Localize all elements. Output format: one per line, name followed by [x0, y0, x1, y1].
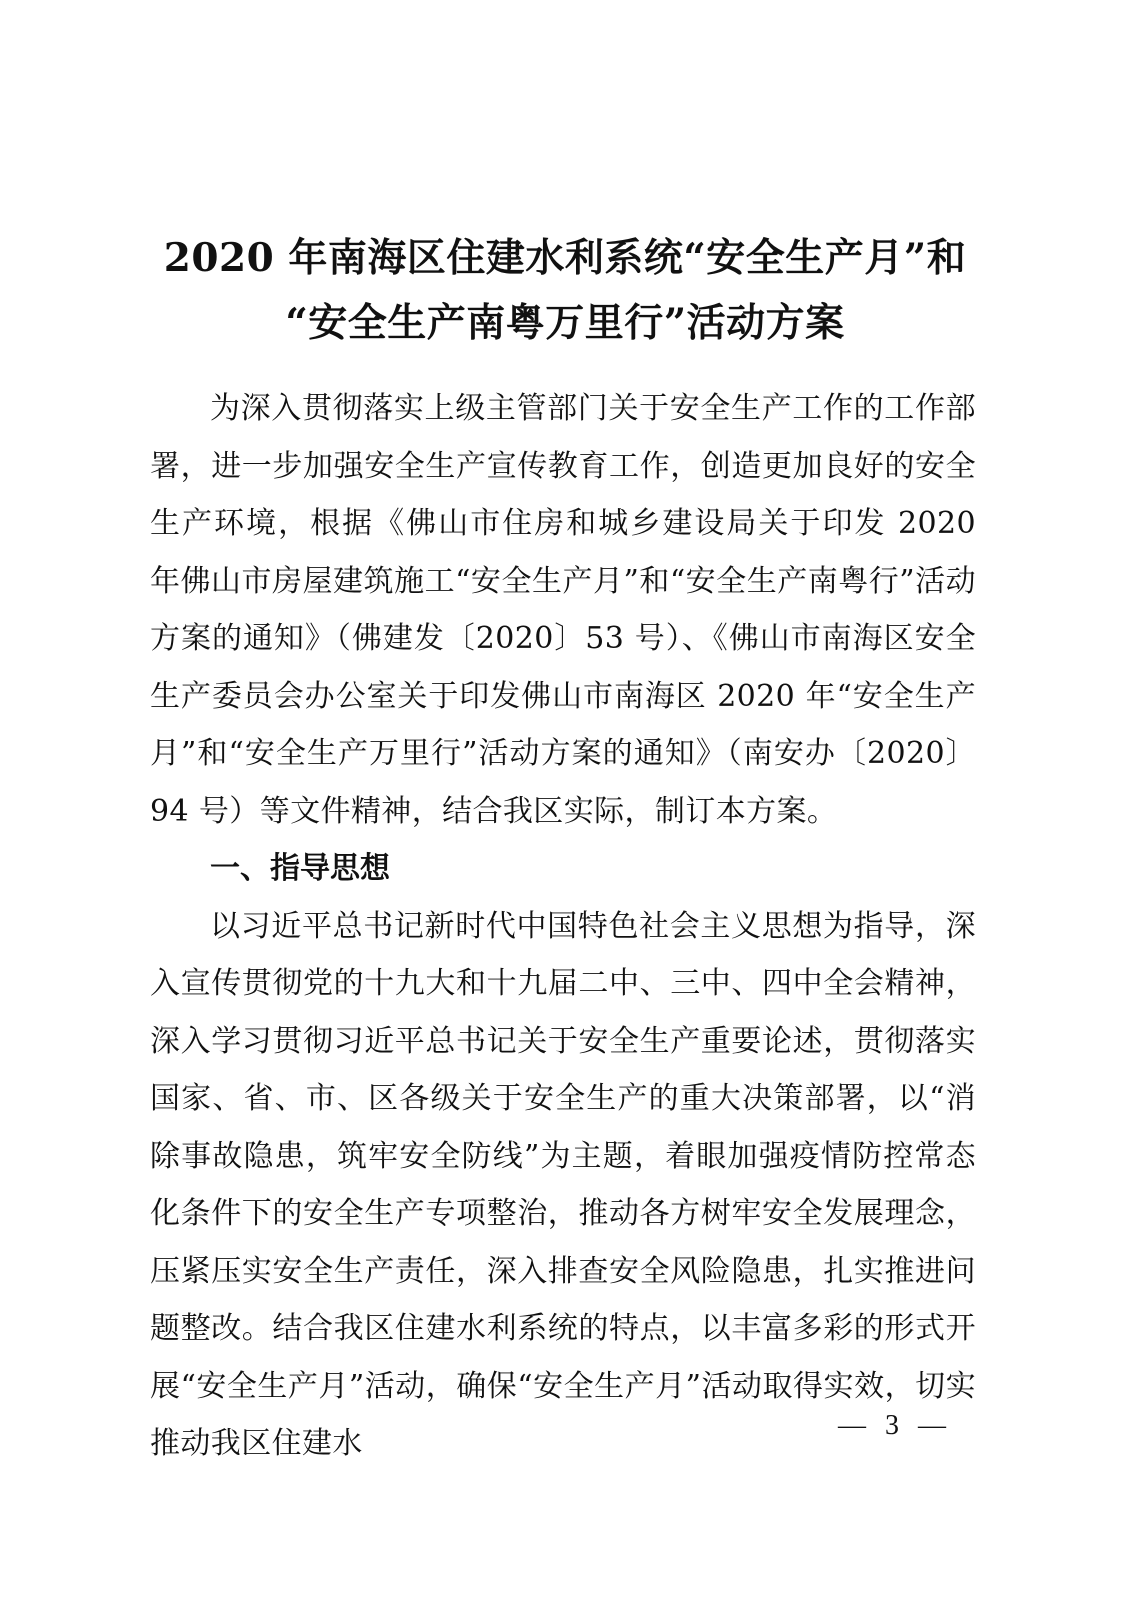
- section-heading-guiding-ideology: 一、指导思想: [210, 851, 390, 886]
- page-number: — 3 —: [838, 1410, 952, 1441]
- intro-paragraph: 为深入贯彻落实上级主管部门关于安全生产工作的工作部署，进一步加强安全生产宣传教育工作，创造更加良好的安全生产环境，根据《佛山市住房和城乡建设局关于印发 2020 年佛山市房屋建筑施工“安全生产月”和“安全生产南粤行”活动方案的通知》（佛建发〔2020〕53 号）、《佛山市南海区安全生产委员会办公室关于印发佛山市南海区 2020 年“安全生产月”和“安全生产万里行”活动方案的通知》（南安办〔2020〕94 号）等文件精神，结合我区实际，制订本方案。: [150, 391, 976, 829]
- document-body: [150, 380, 976, 1473]
- document-title: [150, 226, 980, 356]
- document-title-line-2: “安全生产南粤万里行”活动方案: [285, 300, 845, 347]
- guiding-ideology-paragraph: 以习近平总书记新时代中国特色社会主义思想为指导，深入宣传贯彻党的十九大和十九届二中、三中、四中全会精神，深入学习贯彻习近平总书记关于安全生产重要论述，贯彻落实国家、省、市、区各级关于安全生产的重大决策部署，以“消除事故隐患，筑牢安全防线”为主题，着眼加强疫情防控常态化条件下的安全生产专项整治，推动各方树牢安全发展理念，压紧压实安全生产责任，深入排查安全风险隐患，扎实推进问题整改。结合我区住建水利系统的特点，以丰富多彩的形式开展“安全生产月”活动，确保“安全生产月”活动取得实效，切实推动我区住建水: [150, 908, 976, 1461]
- document-title-line-1: 2020 年南海区住建水利系统“安全生产月”和: [163, 235, 967, 282]
